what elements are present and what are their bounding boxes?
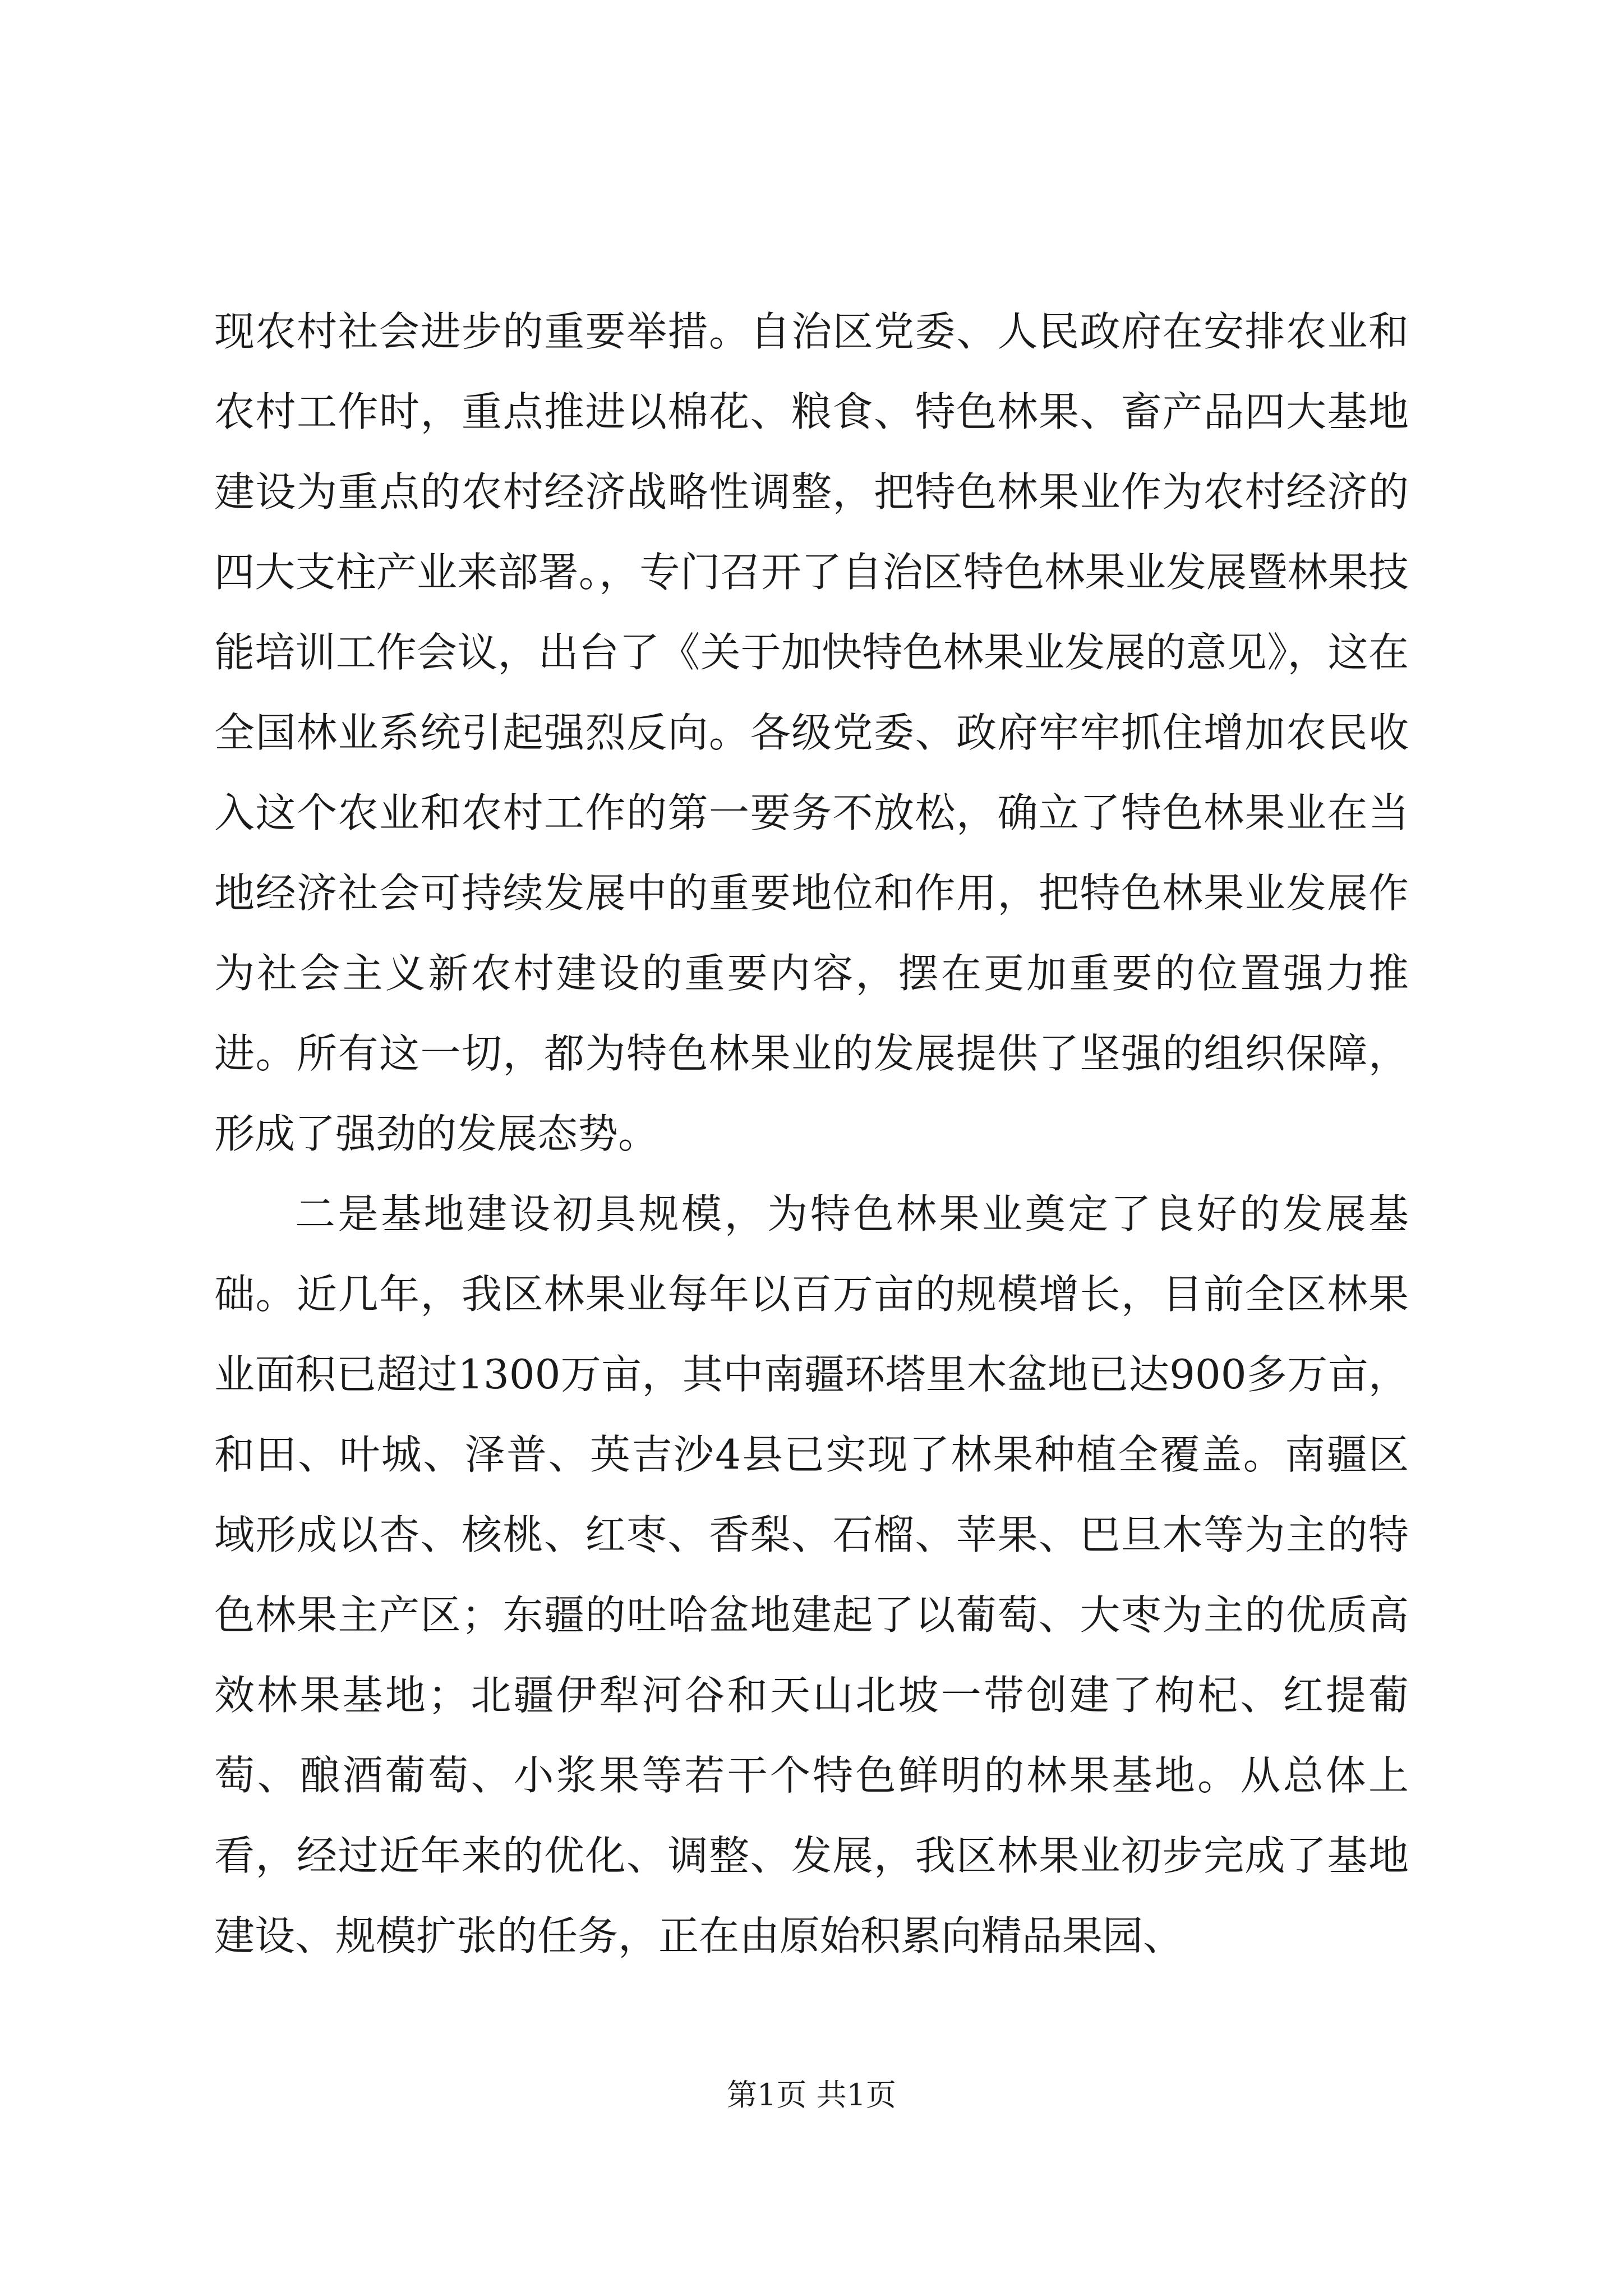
document-body [214,292,1409,1976]
paragraph-2: 二是基地建设初具规模，为特色林果业奠定了良好的发展基础。近几年，我区林果业每年以百万亩的规模增长，目前全区林果业面积已超过1300万亩，其中南疆环塔里木盆地已达900多万亩，和田、叶城、泽普、英吉沙4县已实现了林果种植全覆盖。南疆区域形成以杏、核桃、红枣、香梨、石榴、苹果、巴旦木等为主的特色林果主产区；东疆的吐哈盆地建起了以葡萄、大枣为主的优质高效林果基地；北疆伊犁河谷和天山北坡一带创建了枸杞、红提葡萄、酿酒葡萄、小浆果等若干个特色鲜明的林果基地。从总体上看，经过近年来的优化、调整、发展，我区林果业初步完成了基地建设、规模扩张的任务，正在由原始积累向精品果园、 [214,1190,1409,1959]
page-footer: 第1页 共1页 [727,2077,896,2113]
paragraph-1: 现农村社会进步的重要举措。自治区党委、人民政府在安排农业和农村工作时，重点推进以棉花、粮食、特色林果、畜产品四大基地建设为重点的农村经济战略性调整，把特色林果业作为农村经济的四大支柱产业来部署。，专门召开了自治区特色林果业发展暨林果技能培训工作会议，出台了《关于加快特色林果业发展的意见》，这在全国林业系统引起强烈反向。各级党委、政府牢牢抓住增加农民收入这个农业和农村工作的第一要务不放松，确立了特色林果业在当地经济社会可持续发展中的重要地位和作用，把特色林果业发展作为社会主义新农村建设的重要内容，摆在更加重要的位置强力推进。所有这一切，都为特色林果业的发展提供了坚强的组织保障，形成了强劲的发展态势。 [214,308,1409,1157]
